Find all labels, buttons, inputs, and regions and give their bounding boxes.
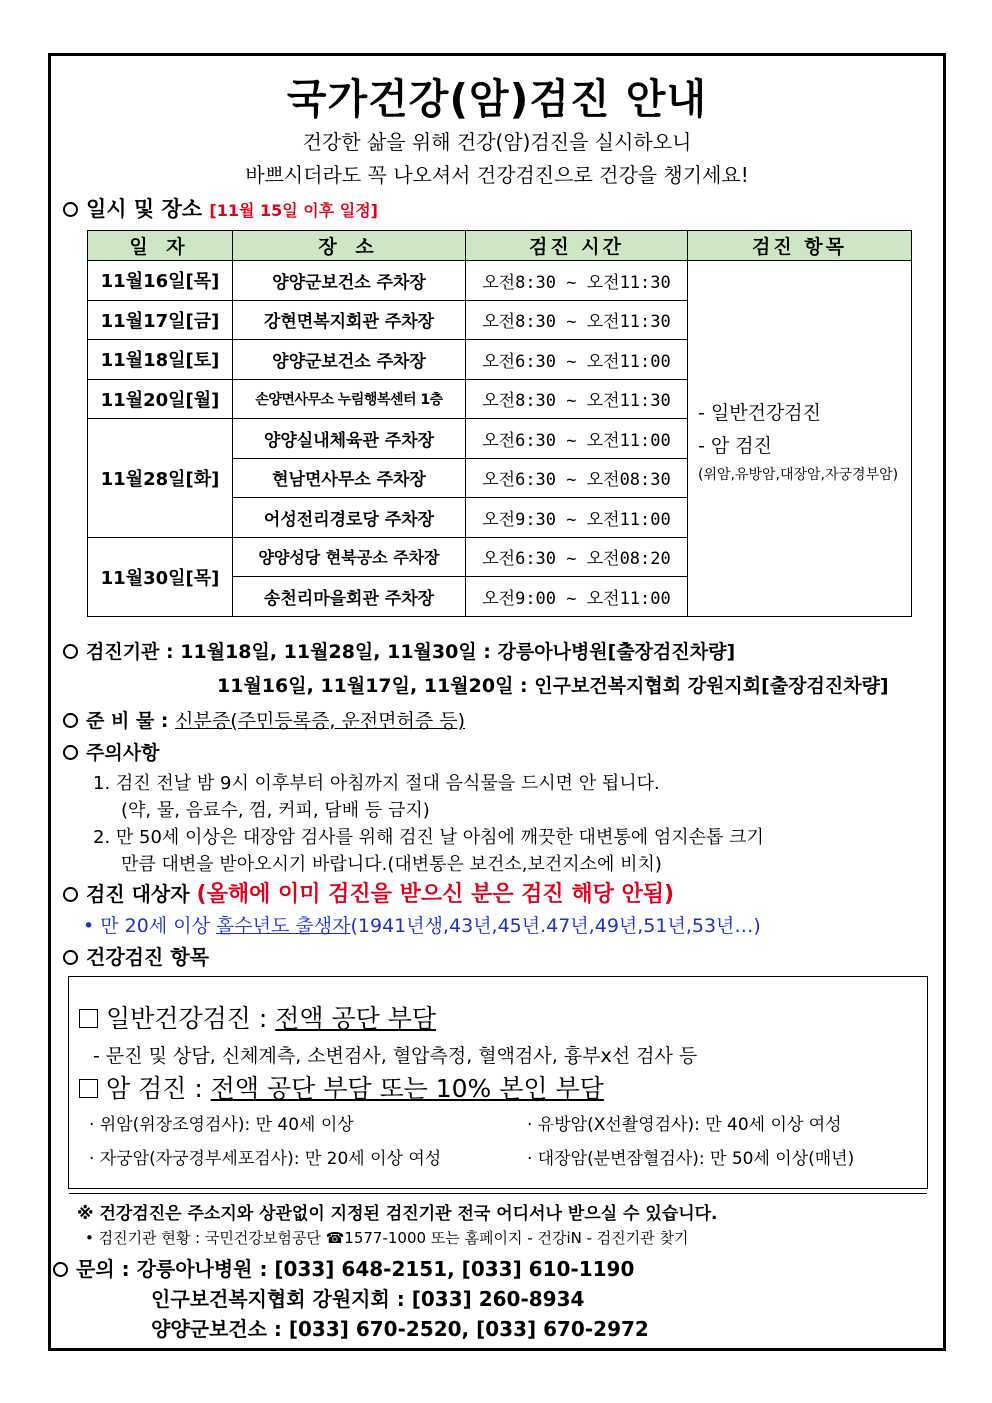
- row-date: 11월20일[월]: [88, 379, 233, 419]
- intro-line-2: 바쁘시더라도 꼭 나오셔서 건강검진으로 건강을 챙기세요!: [245, 163, 749, 187]
- institution-label: 검진기관 :: [86, 641, 174, 663]
- row-time: 오전9:00 ~ 오전11:00: [466, 577, 688, 617]
- general-exam-cost: 전액 공단 부담: [275, 1004, 437, 1033]
- caution-section: [63, 738, 159, 765]
- circle-bullet-icon: [63, 950, 78, 965]
- health-items-label: 건강검진 항목: [86, 945, 209, 969]
- prep-value: 신분증(주민등록증, 운전면허증 등): [175, 710, 466, 732]
- institution-section: [63, 637, 735, 664]
- cancer-item-breast: · 유방암(X선촬영검사): 만 40세 이상 여성: [527, 1115, 842, 1135]
- header-date: 일 자: [88, 231, 233, 261]
- general-exam-title: 일반건강검진 :: [106, 1004, 276, 1033]
- contact-label: 문의 :: [76, 1257, 137, 1281]
- row-place: 현남면사무소 주차장: [233, 458, 466, 498]
- row-date: 11월28일[화]: [88, 419, 233, 538]
- schedule-note: [11월 15일 이후 일정]: [209, 201, 378, 220]
- schedule-label: 일시 및 장소: [86, 197, 203, 221]
- row-time: 오전6:30 ~ 오전11:00: [466, 340, 688, 380]
- row-time: 오전8:30 ~ 오전11:30: [466, 300, 688, 340]
- row-time: 오전6:30 ~ 오전08:30: [466, 458, 688, 498]
- target-section: [63, 877, 674, 908]
- row-place: 송천리마을회관 주차장: [233, 577, 466, 617]
- circle-bullet-icon: [63, 887, 78, 902]
- cancer-item-stomach: · 위암(위장조영검사): 만 40세 이상: [89, 1115, 354, 1135]
- exam-item-cancer: - 암 검진: [698, 435, 772, 458]
- header-time: 검진 시간: [466, 231, 688, 261]
- row-place: 어성전리경로당 주차장: [233, 498, 466, 538]
- row-place: 양양군보건소 주차장: [233, 340, 466, 380]
- cancer-item-colon: · 대장암(분변잠혈검사): 만 50세 이상(매년): [527, 1149, 855, 1169]
- notice-text: ※ 건강검진은 주소지와 상관없이 지정된 검진기관 전국 어디서나 받으실 수 있습니다.: [77, 1204, 718, 1224]
- divider: [69, 1193, 927, 1194]
- header-place: 장 소: [233, 231, 466, 261]
- row-time: 오전9:30 ~ 오전11:00: [466, 498, 688, 538]
- health-items-section: [63, 941, 209, 970]
- row-place: 양양군보건소 주차장: [233, 261, 466, 301]
- target-prefix: • 만 20세 이상: [83, 915, 216, 937]
- general-exam-detail: - 문진 및 상담, 신체계측, 소변검사, 혈압측정, 혈액검사, 흉부x선 검사 등: [93, 1045, 698, 1067]
- caution-line-2: (약, 물, 음료수, 껌, 커피, 담배 등 금지): [121, 800, 430, 821]
- notice-subtext: • 검진기관 현황 : 국민건강보험공단 ☎1577-1000 또는 홈페이지 - 건강iN - 검진기관 찾기: [85, 1229, 689, 1247]
- contact-line-3: 양양군보건소 : [033] 670-2520, [033] 670-2972: [151, 1317, 649, 1341]
- page-title: 국가건강(암)검진 안내: [286, 75, 708, 123]
- contact-line-1: 강릉아나병원 : [033] 648-2151, [033] 610-1190: [136, 1257, 635, 1281]
- institution-line-2: 11월16일, 11월17일, 11월20일 : 인구보건복지협회 강원지회[출장검진차량]: [217, 675, 889, 697]
- row-date: 11월18일[토]: [88, 340, 233, 380]
- exam-items-cell: [688, 261, 912, 617]
- cancer-exam-cost: 전액 공단 부담 또는 10% 본인 부담: [210, 1074, 604, 1103]
- caution-line-3: 2. 만 50세 이상은 대장암 검사를 위해 검진 날 아침에 깨끗한 대변통에 엄지손톱 크기: [93, 827, 764, 848]
- row-date: 11월16일[목]: [88, 261, 233, 301]
- target-underlined: 홀수년도 출생자: [215, 915, 351, 937]
- row-place: 강현면복지회관 주차장: [233, 300, 466, 340]
- caution-line-1: 1. 검진 전날 밤 9시 이후부터 아침까지 절대 음식물을 드시면 안 됩니다.: [93, 773, 660, 794]
- table-row: [88, 261, 912, 301]
- exam-item-cancer-types: (위암,유방암,대장암,자궁경부암): [698, 467, 899, 484]
- contact-section: [53, 1253, 634, 1282]
- circle-bullet-icon: [53, 1262, 68, 1277]
- cancer-item-cervical: · 자궁암(자궁경부세포검사): 만 20세 이상 여성: [89, 1149, 442, 1169]
- row-date: 11월17일[금]: [88, 300, 233, 340]
- row-place: 양양성당 현북공소 주차장: [233, 537, 466, 577]
- intro-line-1: 건강한 삶을 위해 건강(암)검진을 실시하오니: [302, 130, 692, 154]
- prep-label: 준 비 물 :: [86, 710, 169, 732]
- notice-frame: [48, 53, 946, 1351]
- cancer-exam-heading: [79, 1069, 604, 1105]
- square-bullet-icon: [79, 1009, 98, 1028]
- row-date: 11월30일[목]: [88, 537, 233, 616]
- cancer-exam-title: 암 검진 :: [106, 1074, 211, 1103]
- caution-line-4: 만큼 대변을 받아오시기 바랍니다.(대변통은 보건소,보건지소에 비치): [121, 854, 662, 875]
- target-suffix: (1941년생,43년,45년.47년,49년,51년,53년…): [350, 915, 761, 937]
- contact-line-2: 인구보건복지협회 강원지회 : [033] 260-8934: [151, 1287, 585, 1311]
- health-items-box: [68, 976, 928, 1189]
- target-label: 검진 대상자: [86, 882, 190, 906]
- circle-bullet-icon: [63, 745, 78, 760]
- square-bullet-icon: [79, 1079, 98, 1098]
- circle-bullet-icon: [63, 644, 78, 659]
- table-header-row: [88, 231, 912, 261]
- prep-section: [63, 706, 465, 733]
- circle-bullet-icon: [63, 202, 78, 217]
- target-note: (올해에 이미 검진을 받으신 분은 검진 해당 안됨): [196, 882, 675, 907]
- row-place: 손양면사무소 누림행복센터 1층: [233, 379, 466, 419]
- schedule-section-heading: [63, 193, 378, 223]
- row-time: 오전6:30 ~ 오전08:20: [466, 537, 688, 577]
- target-detail: [83, 911, 761, 938]
- caution-label: 주의사항: [86, 742, 160, 764]
- header-items: 검진 항목: [688, 231, 912, 261]
- circle-bullet-icon: [63, 713, 78, 728]
- row-time: 오전8:30 ~ 오전11:30: [466, 379, 688, 419]
- row-time: 오전8:30 ~ 오전11:30: [466, 261, 688, 301]
- row-time: 오전6:30 ~ 오전11:00: [466, 419, 688, 459]
- schedule-table: [87, 230, 912, 617]
- row-place: 양양실내체육관 주차장: [233, 419, 466, 459]
- institution-line-1: 11월18일, 11월28일, 11월30일 : 강릉아나병원[출장검진차량]: [180, 641, 736, 663]
- general-exam-heading: [79, 999, 436, 1035]
- exam-item-general: - 일반건강검진: [698, 402, 822, 425]
